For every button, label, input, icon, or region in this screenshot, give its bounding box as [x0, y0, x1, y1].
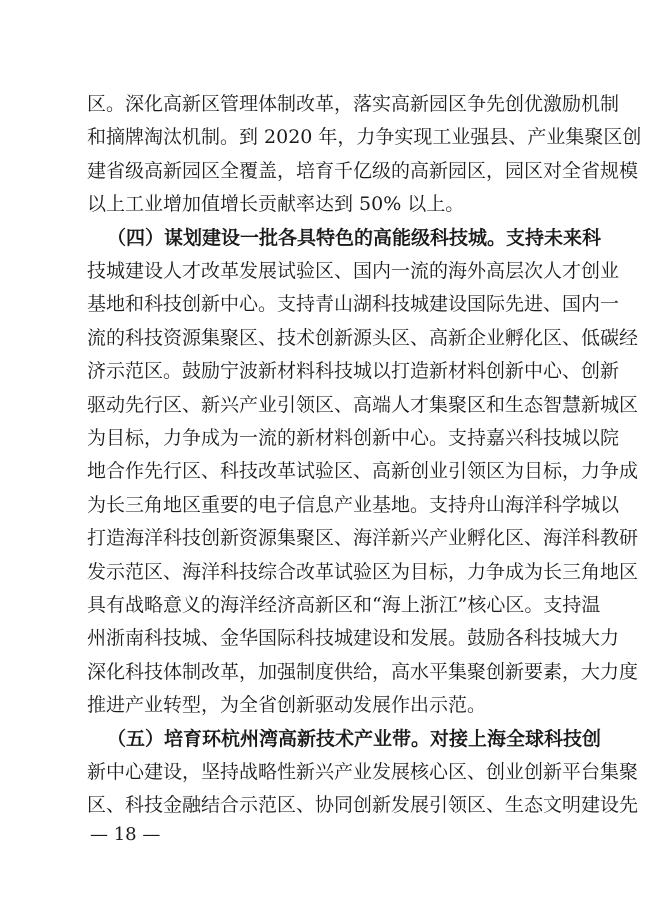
body-line: 为目标，力争成为一流的新材料创新中心。支持嘉兴科技城以院 [87, 427, 620, 449]
body-line: 驱动先行区、新兴产业引领区、高端人才集聚区和生态智慧新城区 [87, 393, 639, 416]
body-line: 新中心建设，坚持战略性新兴产业发展核心区、创业创新平台集聚 [87, 761, 639, 783]
body-line: 推进产业转型，为全省创新驱动发展作出示范。 [87, 694, 487, 717]
body-line: 地合作先行区、科技改革试验区、高新创业引领区为目标，力争成 [87, 460, 639, 483]
page-number: — 18 — [90, 823, 161, 845]
body-line: 基地和科技创新中心。支持青山湖科技城建设国际先进、国内一 [87, 293, 620, 316]
body-line: 深化科技体制改革，加强制度供给，高水平集聚创新要素，大力度 [87, 660, 639, 683]
body-line: 建省级高新园区全覆盖，培育千亿级的高新园区，园区对全省规模 [87, 159, 639, 182]
section-heading-five-line [107, 727, 602, 751]
section-number-four: （四） [107, 226, 165, 249]
section-heading-four-line [107, 226, 602, 250]
body-line: 区。深化高新区管理体制改革，落实高新园区争先创优激励机制 [87, 93, 620, 115]
body-line: 为长三角地区重要的电子信息产业基地。支持舟山海洋科学城以 [87, 493, 620, 516]
body-line: 以上工业增加值增长贡献率达到 50% 以上。 [87, 193, 465, 216]
body-line: 发示范区、海洋科技综合改革试验区为目标，力争成为长三角地区 [87, 560, 639, 583]
body-line: 具有战略意义的海洋经济高新区和“海上浙江”核心区。支持温 [87, 594, 601, 616]
body-line: 和摘牌淘汰机制。到 2020 年，力争实现工业强县、产业集聚区创 [87, 126, 642, 149]
body-line: 区、科技金融结合示范区、协同创新发展引领区、生态文明建设先 [87, 794, 639, 817]
section-heading-five: 培育环杭州湾高新技术产业带。对接上海全球科技创 [164, 727, 602, 750]
body-line: 打造海洋科技创新资源集聚区、海洋新兴产业孵化区、海洋科教研 [87, 527, 639, 550]
body-line: 济示范区。鼓励宁波新材料科技城以打造新材料创新中心、创新 [87, 360, 620, 383]
body-line: 技城建设人才改革发展试验区、国内一流的海外高层次人才创业 [87, 260, 620, 282]
body-line: 流的科技资源集聚区、技术创新源头区、高新企业孵化区、低碳经 [87, 326, 639, 349]
section-heading-four: 谋划建设一批各具特色的高能级科技城。支持未来科 [164, 226, 602, 249]
section-number-five: （五） [107, 727, 165, 750]
body-line: 州浙南科技城、金华国际科技城建设和发展。鼓励各科技城大力 [87, 627, 620, 650]
